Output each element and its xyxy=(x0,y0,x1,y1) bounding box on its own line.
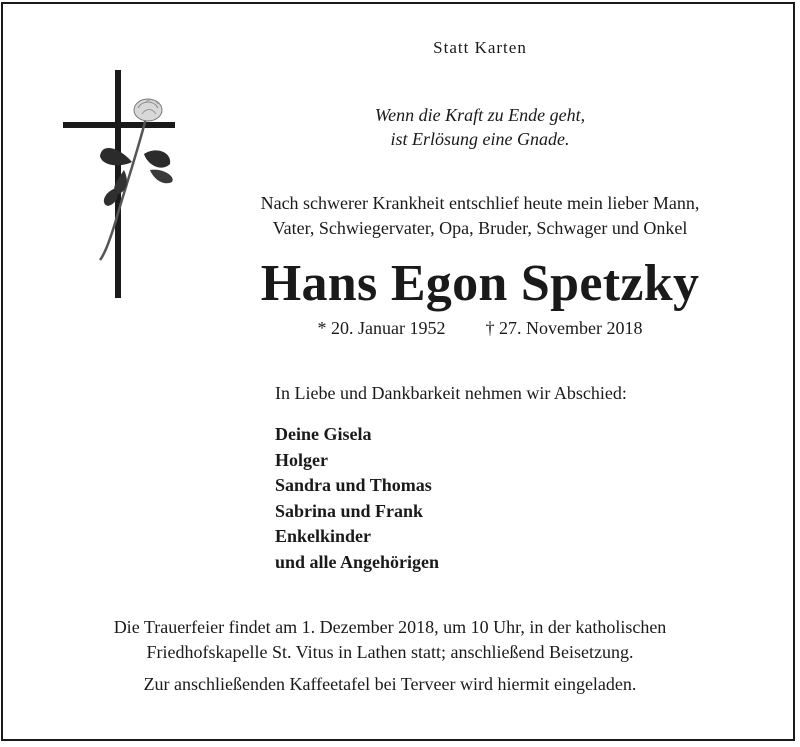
life-dates xyxy=(180,318,780,339)
quote-line-2: ist Erlösung eine Gnade. xyxy=(390,129,570,149)
statt-karten-label: Statt Karten xyxy=(433,38,527,57)
funeral-service-info xyxy=(40,615,740,665)
service-line-2: Friedhofskapelle St. Vitus in Lathen statt; anschließend Beisetzung. xyxy=(146,642,634,662)
deceased-name: Hans Egon Spetzky xyxy=(260,255,700,312)
announcement-intro xyxy=(180,191,780,241)
cross-with-rose-icon xyxy=(60,70,180,302)
birth-date: * 20. Januar 1952 xyxy=(317,318,446,338)
coffee-invitation: Zur anschließenden Kaffeetafel bei Terveer wird hiermit eingeladen. xyxy=(143,674,637,694)
intro-line-2: Vater, Schwiegervater, Opa, Bruder, Schwager und Onkel xyxy=(272,218,688,238)
mourner-item: Enkelkinder xyxy=(275,526,372,546)
mourner-item: Sabrina und Frank xyxy=(275,500,424,521)
mourner-item: Holger xyxy=(275,449,328,470)
quote xyxy=(330,103,630,151)
mourner-item: Deine Gisela xyxy=(275,424,372,444)
mourners-list xyxy=(275,422,439,575)
mourner-item: Sandra und Thomas xyxy=(275,475,432,495)
service-line-1: Die Trauerfeier findet am 1. Dezember 2018, um 10 Uhr, in der katholischen xyxy=(113,617,667,637)
quote-line-1: Wenn die Kraft zu Ende geht, xyxy=(374,105,586,125)
intro-line-1: Nach schwerer Krankheit entschlief heute mein lieber Mann, xyxy=(260,193,700,213)
death-date: † 27. November 2018 xyxy=(485,318,643,338)
mourner-item: und alle Angehörigen xyxy=(275,551,440,572)
farewell-text: In Liebe und Dankbarkeit nehmen wir Abschied: xyxy=(275,383,627,403)
